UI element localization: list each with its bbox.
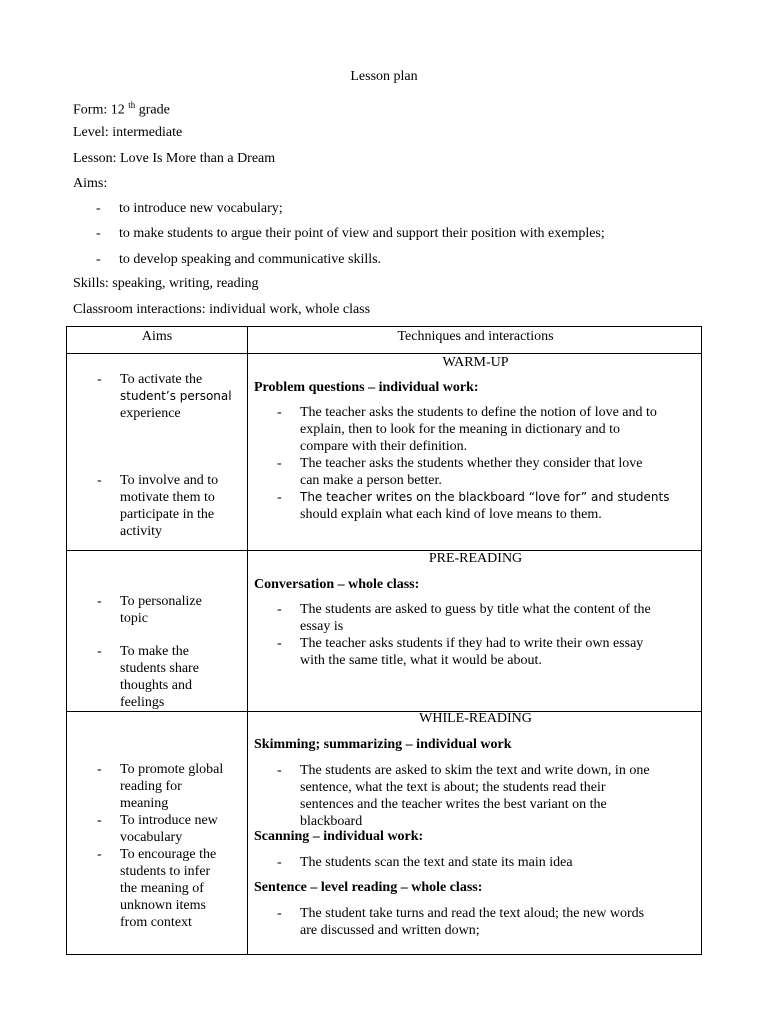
skills-line: Skills: speaking, writing, reading: [73, 276, 259, 291]
aim-item: - to introduce new vocabulary;: [96, 201, 283, 216]
aim-item: - to develop speaking and communicative skills.: [96, 252, 382, 267]
lesson-table: [66, 326, 702, 955]
aims-bullet: - To promote global reading for meaning: [97, 762, 224, 811]
level-line: Level: intermediate: [73, 125, 183, 140]
column-header-aims: Aims: [141, 329, 173, 344]
technique-bullet: - The student take turns and read the text aloud; the new words are discussed and written down;: [277, 906, 645, 938]
aims-bullet: - To activate the student’s personal experience: [97, 372, 232, 421]
interactions-line: Classroom interactions: individual work, whole class: [73, 302, 371, 317]
technique-subhead: Sentence – level reading – whole class:: [254, 880, 483, 895]
aims-bullet: - To make the students share thoughts and feelings: [97, 644, 199, 710]
technique-subhead: Conversation – whole class:: [254, 577, 420, 592]
stage-title-warmup: WARM-UP: [442, 355, 509, 370]
technique-bullet: - The students are asked to guess by title what the content of the essay is: [277, 602, 651, 634]
technique-bullet: - The students scan the text and state its main idea: [277, 855, 573, 870]
aims-bullet: - To involve and to motivate them to participate in the activity: [97, 473, 219, 539]
row-divider: [67, 353, 701, 354]
aim-item: - to make students to argue their point of view and support their position with exemples;: [96, 226, 605, 241]
column-header-techniques: Techniques and interactions: [397, 329, 554, 344]
technique-bullet: - The students are asked to skim the text and write down, in one sentence, what the text is about; the students read their sentences and the teacher writes the best variant on the blackboard: [277, 763, 650, 829]
technique-subhead: Scanning – individual work:: [254, 829, 424, 844]
technique-subhead: Problem questions – individual work:: [254, 380, 479, 395]
technique-bullet: - The teacher asks students if they had to write their own essay with the same title, what it would be about.: [277, 636, 644, 668]
document-title: Lesson plan: [350, 69, 418, 84]
aims-bullet: - To encourage the students to infer the meaning of unknown items from context: [97, 847, 217, 930]
stage-title-whilereading: WHILE-READING: [419, 711, 532, 726]
technique-bullet: - The teacher asks the students whether they consider that love can make a person better.: [277, 456, 643, 488]
technique-subhead: Skimming; summarizing – individual work: [254, 737, 512, 752]
aims-bullet: - To introduce new vocabulary: [97, 813, 218, 845]
aims-label: Aims:: [73, 176, 108, 191]
stage-title-prereading: PRE-READING: [428, 551, 523, 566]
aims-bullet: - To personalize topic: [97, 594, 202, 626]
technique-bullet: - The teacher writes on the blackboard “love for” and students should explain what each kind of love means to them.: [277, 490, 670, 522]
column-divider: [247, 327, 248, 954]
lesson-line: Lesson: Love Is More than a Dream: [73, 151, 276, 166]
technique-bullet: - The teacher asks the students to define the notion of love and to explain, then to look for the meaning in dictionary and to compare with their definition.: [277, 405, 657, 454]
form-line: Form: 12 $^{th}$ grade: [73, 100, 170, 118]
